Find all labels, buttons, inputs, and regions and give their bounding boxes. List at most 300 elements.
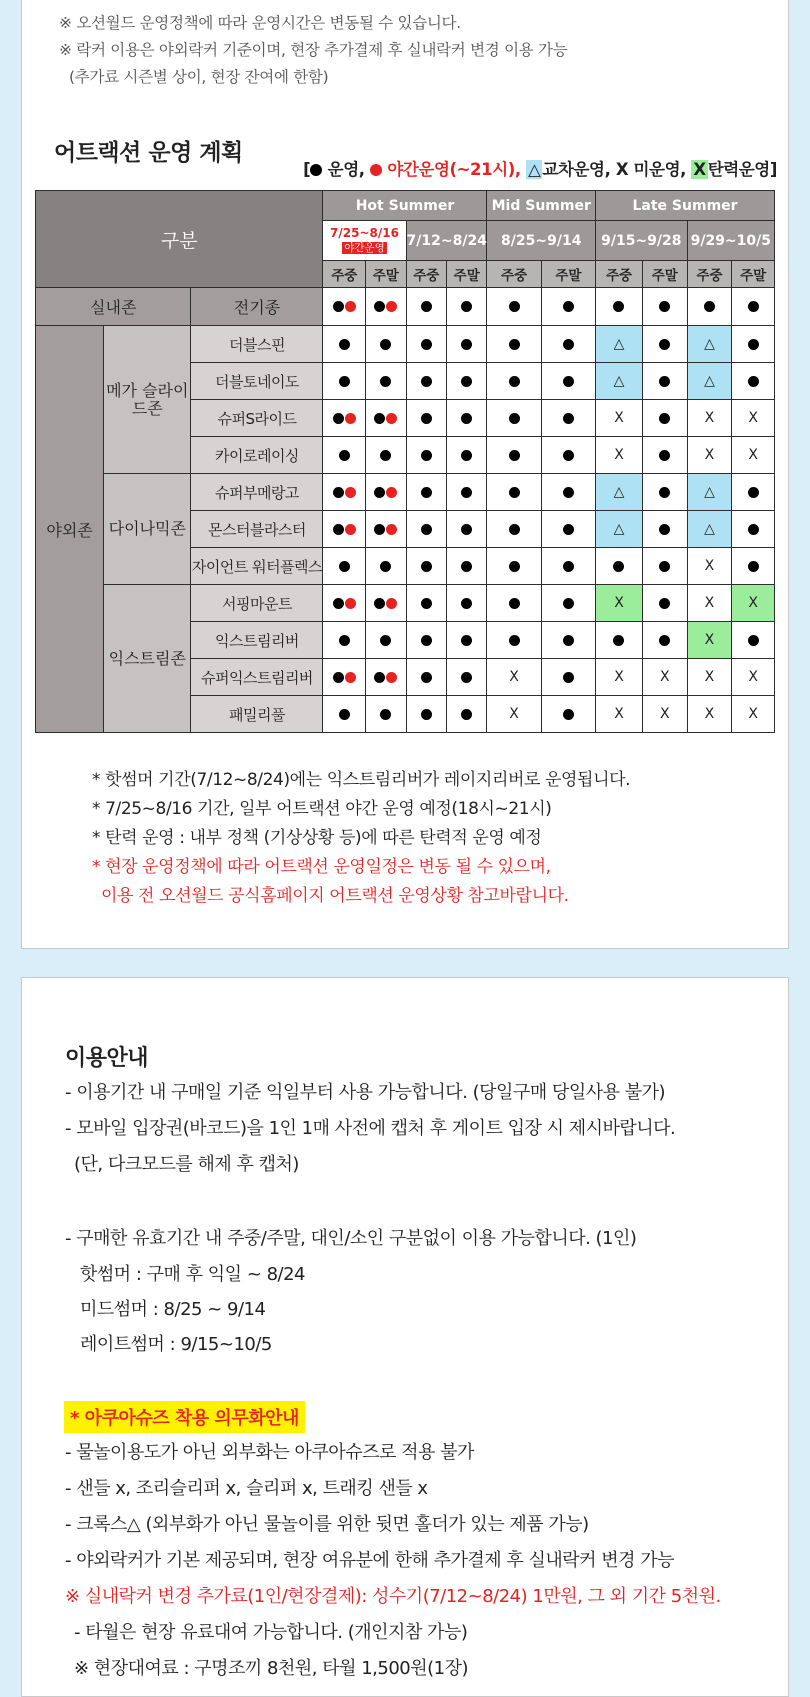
aqua-line-4: - 야외락커가 기본 제공되며, 현장 여유분에 한해 추가결제 후 실내락커 변경 가능 (65, 1550, 675, 1571)
black-dot-icon (421, 635, 432, 646)
red-dot-icon (345, 413, 356, 424)
triangle-icon: △ (704, 521, 715, 537)
ride-name: 몬스터블라스터 (191, 511, 323, 548)
schedule-cell (446, 548, 486, 585)
legend-closed: 미운영, (633, 160, 686, 179)
red-dot-icon (386, 598, 397, 609)
schedule-cell (406, 696, 446, 733)
black-dot-icon (563, 301, 574, 312)
schedule-cell (366, 363, 406, 400)
schedule-cell (406, 659, 446, 696)
schedule-cell (446, 400, 486, 437)
group-extreme: 익스트림존 (104, 585, 191, 733)
schedule-cell (541, 288, 595, 326)
red-dot-icon (386, 524, 397, 535)
black-dot-icon (509, 487, 520, 498)
schedule-cell (487, 622, 541, 659)
black-dot-icon (461, 376, 472, 387)
schedule-cell (732, 400, 775, 437)
attraction-schedule-table (35, 190, 775, 733)
schedule-cell (366, 437, 406, 474)
schedule-cell (323, 363, 366, 400)
schedule-cell (323, 696, 366, 733)
black-dot-icon (421, 524, 432, 535)
black-dot-icon (748, 339, 759, 350)
black-dot-icon (509, 376, 520, 387)
schedule-cell (366, 474, 406, 511)
zone-outdoor: 야외존 (36, 326, 104, 733)
schedule-cell (642, 400, 687, 437)
black-dot-icon (333, 487, 344, 498)
weekend-header: 주말 (366, 261, 406, 288)
black-dot-icon (748, 524, 759, 535)
black-dot-icon (659, 561, 670, 572)
black-dot-icon (339, 376, 350, 387)
x-icon: X (614, 410, 624, 426)
black-dot-icon (659, 635, 670, 646)
schedule-title: 어트랙션 운영 계획 (54, 140, 243, 166)
black-dot-icon (563, 561, 574, 572)
schedule-cell (446, 511, 486, 548)
schedule-cell (323, 659, 366, 696)
legend-alternate: 교차운영, (542, 160, 611, 179)
schedule-cell (487, 585, 541, 622)
black-dot-icon (613, 561, 624, 572)
schedule-cell (406, 326, 446, 363)
schedule-cell (406, 622, 446, 659)
schedule-cell (487, 548, 541, 585)
triangle-icon: △ (613, 521, 625, 537)
schedule-cell (323, 400, 366, 437)
schedule-cell (406, 585, 446, 622)
guide-line-2: - 모바일 입장권(바코드)을 1인 1매 사전에 캡처 후 게이트 입장 시 제시바랍니다. (65, 1118, 676, 1139)
schedule-cell (366, 585, 406, 622)
weekday-header: 주중 (406, 261, 446, 288)
black-dot-icon (374, 524, 385, 535)
black-dot-icon (461, 339, 472, 350)
x-icon: X (704, 447, 715, 463)
schedule-cell (323, 326, 366, 363)
black-dot-icon (563, 487, 574, 498)
schedule-cell (366, 622, 406, 659)
schedule-cell (366, 288, 406, 326)
aqua-line-5: ※ 실내락커 변경 추가료(1인/현장결제): 성수기(7/12~8/24) 1만원, 그 외 기간 5천원. (65, 1586, 721, 1607)
schedule-cell (732, 511, 775, 548)
schedule-cell (687, 363, 732, 400)
black-dot-icon (421, 301, 432, 312)
black-dot-icon (421, 598, 432, 609)
schedule-cell (596, 659, 643, 696)
schedule-cell (541, 548, 595, 585)
black-dot-icon (339, 709, 350, 720)
weekday-header: 주중 (596, 261, 643, 288)
ride-name: 카이로레이싱 (191, 437, 323, 474)
x-icon: X (704, 558, 715, 574)
legend-flex: 탄력운영] (707, 160, 777, 179)
red-dot-icon (386, 672, 397, 683)
black-dot-icon (613, 301, 624, 312)
x-icon: X (748, 410, 758, 426)
black-dot-icon (659, 413, 670, 424)
black-dot-icon (339, 561, 350, 572)
schedule-cell (541, 437, 595, 474)
ride-name: 익스트림리버 (191, 622, 323, 659)
weekend-header: 주말 (446, 261, 486, 288)
schedule-cell (487, 288, 541, 326)
black-dot-icon (421, 672, 432, 683)
red-dot-icon (370, 164, 382, 176)
black-dot-icon (333, 524, 344, 535)
schedule-cell (366, 659, 406, 696)
ride-name: 자이언트 워터플렉스 (191, 548, 323, 585)
x-icon: X (509, 669, 519, 685)
footnote-1: * 핫썸머 기간(7/12~8/24)에는 익스트림리버가 레이지리버로 운영됩니다. (92, 770, 631, 790)
period-late-2: 9/29~10/5 (687, 221, 774, 261)
black-dot-icon (333, 413, 344, 424)
season-mid: Mid Summer (487, 191, 596, 221)
black-dot-icon (339, 450, 350, 461)
schedule-cell (687, 548, 732, 585)
schedule-legend (303, 156, 777, 180)
period-late-1: 9/15~9/28 (596, 221, 688, 261)
weekday-header: 주중 (487, 261, 541, 288)
guide-line-3: (단, 다크모드를 해제 후 캡처) (74, 1154, 299, 1175)
weekend-header: 주말 (541, 261, 595, 288)
note-operating-hours: ※ 오션월드 운영정책에 따라 운영시간은 변동될 수 있습니다. (59, 14, 461, 32)
schedule-cell (596, 363, 643, 400)
aqua-line-6: - 타월은 현장 유료대여 가능합니다. (개인지참 가능) (74, 1622, 468, 1643)
schedule-cell (687, 659, 732, 696)
guide-line-4: - 구매한 유효기간 내 주중/주말, 대인/소인 구분없이 이용 가능합니다. (1인) (65, 1228, 637, 1249)
footnote-4: * 현장 운영정책에 따라 어트랙션 운영일정은 변동 될 수 있으며, (92, 857, 551, 877)
legend-triangle-icon: △ (528, 160, 541, 179)
note-locker-fee: (추가료 시즌별 상이, 현장 잔여에 한함) (69, 68, 329, 86)
black-dot-icon (374, 598, 385, 609)
schedule-cell (541, 622, 595, 659)
black-dot-icon (563, 672, 574, 683)
black-dot-icon (704, 301, 715, 312)
flex-x-icon: X (614, 595, 624, 611)
schedule-cell (487, 511, 541, 548)
ride-name: 전기종 (191, 288, 323, 326)
black-dot-icon (563, 524, 574, 535)
ride-name: 서핑마운트 (191, 585, 323, 622)
schedule-cell (596, 622, 643, 659)
black-dot-icon (659, 376, 670, 387)
weekday-header: 주중 (323, 261, 366, 288)
schedule-cell (642, 326, 687, 363)
triangle-icon: △ (704, 336, 715, 352)
schedule-cell (487, 437, 541, 474)
schedule-cell (596, 585, 643, 622)
black-dot-icon (563, 376, 574, 387)
schedule-cell (323, 585, 366, 622)
schedule-cell (487, 363, 541, 400)
black-dot-icon (509, 635, 520, 646)
footnote-2: * 7/25~8/16 기간, 일부 어트랙션 야간 운영 예정(18시~21시) (92, 799, 552, 819)
schedule-cell (642, 585, 687, 622)
x-icon: X (614, 706, 624, 722)
schedule-cell (642, 696, 687, 733)
schedule-cell (366, 511, 406, 548)
black-dot-icon (509, 413, 520, 424)
aqua-line-1: - 물놀이용도가 아닌 외부화는 아쿠아슈즈로 적용 불가 (65, 1442, 474, 1463)
table-row (36, 474, 775, 511)
schedule-cell (446, 585, 486, 622)
schedule-cell (541, 400, 595, 437)
schedule-cell (687, 288, 732, 326)
schedule-cell (446, 659, 486, 696)
black-dot-icon (374, 672, 385, 683)
black-dot-icon (659, 598, 670, 609)
season-late: Late Summer (596, 191, 775, 221)
black-dot-icon (380, 450, 391, 461)
schedule-cell (687, 696, 732, 733)
schedule-cell (487, 400, 541, 437)
schedule-cell (642, 622, 687, 659)
weekend-header: 주말 (642, 261, 687, 288)
black-dot-icon (421, 376, 432, 387)
night-period-header (323, 221, 406, 261)
black-dot-icon (748, 301, 759, 312)
black-dot-icon (461, 301, 472, 312)
x-icon: X (614, 669, 624, 685)
weekend-header: 주말 (732, 261, 775, 288)
black-dot-icon (748, 561, 759, 572)
black-dot-icon (421, 339, 432, 350)
schedule-cell (732, 437, 775, 474)
guide-line-6: 미드썸머 : 8/25 ~ 9/14 (80, 1299, 266, 1320)
period-mid: 8/25~9/14 (487, 221, 596, 261)
ride-name: 더블스핀 (191, 326, 323, 363)
table-row (36, 288, 775, 326)
schedule-cell (732, 659, 775, 696)
black-dot-icon (748, 635, 759, 646)
ride-name: 더블토네이도 (191, 363, 323, 400)
black-dot-icon (421, 413, 432, 424)
schedule-cell (323, 437, 366, 474)
guide-line-7: 레이트썸머 : 9/15~10/5 (80, 1334, 272, 1355)
black-dot-icon (374, 487, 385, 498)
schedule-cell (687, 474, 732, 511)
schedule-cell (642, 437, 687, 474)
black-dot-icon (509, 339, 520, 350)
schedule-cell (446, 474, 486, 511)
ride-name: 슈퍼익스트림리버 (191, 659, 323, 696)
schedule-cell (487, 326, 541, 363)
schedule-cell (323, 548, 366, 585)
black-dot-icon (374, 413, 385, 424)
schedule-cell (366, 326, 406, 363)
schedule-cell (596, 288, 643, 326)
aqua-line-2: - 샌들 x, 조리슬리퍼 x, 슬리퍼 x, 트래킹 샌들 x (65, 1478, 428, 1499)
red-dot-icon (345, 524, 356, 535)
black-dot-icon (461, 413, 472, 424)
schedule-cell (687, 400, 732, 437)
schedule-cell (642, 288, 687, 326)
x-icon: X (509, 706, 519, 722)
schedule-cell (446, 622, 486, 659)
schedule-cell (487, 696, 541, 733)
legend-run: 운영, (327, 160, 365, 179)
x-icon: X (748, 447, 758, 463)
ride-name: 슈퍼S라이드 (191, 400, 323, 437)
black-dot-icon (563, 413, 574, 424)
black-dot-icon (461, 487, 472, 498)
black-dot-icon (613, 635, 624, 646)
x-icon: X (748, 669, 758, 685)
black-dot-icon (748, 376, 759, 387)
black-dot-icon (461, 524, 472, 535)
table-row (36, 326, 775, 363)
schedule-cell (406, 288, 446, 326)
ride-name: 슈퍼부메랑고 (191, 474, 323, 511)
black-dot-icon (509, 301, 520, 312)
x-icon: X (614, 447, 624, 463)
x-icon: X (704, 595, 715, 611)
triangle-icon: △ (613, 336, 625, 352)
x-icon: X (748, 706, 758, 722)
schedule-cell (541, 511, 595, 548)
schedule-cell (687, 585, 732, 622)
schedule-cell (596, 511, 643, 548)
black-dot-icon (333, 598, 344, 609)
black-dot-icon (563, 450, 574, 461)
ride-name: 패밀리풀 (191, 696, 323, 733)
legend-flex-icon: X (693, 160, 706, 179)
schedule-cell (446, 326, 486, 363)
black-dot-icon (310, 164, 322, 176)
black-dot-icon (509, 450, 520, 461)
schedule-cell (596, 400, 643, 437)
red-dot-icon (345, 598, 356, 609)
legend-night: 야간운영(~21시), (387, 160, 521, 179)
schedule-cell (732, 474, 775, 511)
black-dot-icon (659, 450, 670, 461)
schedule-cell (446, 288, 486, 326)
schedule-cell (487, 474, 541, 511)
schedule-cell (541, 474, 595, 511)
black-dot-icon (421, 709, 432, 720)
schedule-cell (596, 474, 643, 511)
schedule-panel (21, 0, 789, 949)
group-mega-slide: 메가 슬라이드존 (104, 326, 191, 474)
black-dot-icon (659, 524, 670, 535)
legend-bracket: [ (303, 160, 311, 179)
black-dot-icon (563, 709, 574, 720)
black-dot-icon (461, 635, 472, 646)
schedule-cell (732, 326, 775, 363)
night-period-label: 야간운영 (344, 242, 385, 254)
schedule-cell (406, 437, 446, 474)
schedule-cell (642, 548, 687, 585)
red-dot-icon (386, 301, 397, 312)
schedule-cell (541, 659, 595, 696)
schedule-cell (446, 696, 486, 733)
season-hot: Hot Summer (323, 191, 487, 221)
schedule-cell (406, 511, 446, 548)
black-dot-icon (421, 561, 432, 572)
aqua-line-3: - 크록스△ (외부화가 아닌 물놀이를 위한 뒷면 홀더가 있는 제품 가능) (65, 1514, 589, 1535)
schedule-cell (406, 548, 446, 585)
schedule-cell (596, 437, 643, 474)
black-dot-icon (380, 339, 391, 350)
schedule-cell (596, 548, 643, 585)
schedule-cell (406, 363, 446, 400)
x-icon: X (704, 410, 715, 426)
table-corner: 구분 (36, 191, 323, 288)
black-dot-icon (659, 487, 670, 498)
schedule-cell (642, 363, 687, 400)
night-period-dates: 7/25~8/16 (330, 226, 399, 240)
schedule-cell (406, 474, 446, 511)
red-dot-icon (345, 672, 356, 683)
weekday-header: 주중 (687, 261, 732, 288)
black-dot-icon (380, 635, 391, 646)
black-dot-icon (380, 561, 391, 572)
schedule-cell (642, 474, 687, 511)
black-dot-icon (374, 301, 385, 312)
flex-x-icon: X (704, 632, 715, 648)
black-dot-icon (333, 672, 344, 683)
schedule-cell (323, 622, 366, 659)
group-dynamic: 다이나믹존 (104, 474, 191, 585)
schedule-cell (487, 659, 541, 696)
schedule-cell (323, 474, 366, 511)
schedule-cell (732, 696, 775, 733)
schedule-cell (366, 548, 406, 585)
period-hot: 7/12~8/24 (406, 221, 487, 261)
black-dot-icon (339, 635, 350, 646)
aqua-shoes-title: * 아쿠아슈즈 착용 의무화안내 (64, 1401, 305, 1433)
black-dot-icon (461, 598, 472, 609)
red-dot-icon (386, 413, 397, 424)
schedule-cell (732, 585, 775, 622)
schedule-cell (596, 696, 643, 733)
legend-x-icon: X (615, 160, 629, 179)
red-dot-icon (345, 487, 356, 498)
black-dot-icon (421, 450, 432, 461)
schedule-cell (406, 400, 446, 437)
table-row (36, 585, 775, 622)
guide-title: 이용안내 (65, 1046, 149, 1071)
black-dot-icon (659, 339, 670, 350)
red-dot-icon (386, 487, 397, 498)
x-icon: X (659, 706, 670, 722)
black-dot-icon (461, 561, 472, 572)
black-dot-icon (380, 376, 391, 387)
guide-line-5: 핫썸머 : 구매 후 익일 ~ 8/24 (80, 1264, 306, 1285)
zone-indoor: 실내존 (36, 288, 191, 326)
schedule-cell (541, 585, 595, 622)
x-icon: X (659, 669, 670, 685)
black-dot-icon (509, 561, 520, 572)
guide-line-1: - 이용기간 내 구매일 기준 익일부터 사용 가능합니다. (당일구매 당일사용 불가) (65, 1082, 666, 1103)
black-dot-icon (333, 301, 344, 312)
x-icon: X (704, 669, 715, 685)
schedule-cell (323, 288, 366, 326)
note-locker: ※ 락커 이용은 야외락커 기준이며, 현장 추가결제 후 실내락커 변경 이용 가능 (59, 41, 568, 59)
footnote-3: * 탄력 운영 : 내부 정책 (기상상황 등)에 따른 탄력적 운영 예정 (92, 828, 542, 848)
schedule-cell (732, 548, 775, 585)
black-dot-icon (461, 709, 472, 720)
black-dot-icon (461, 672, 472, 683)
black-dot-icon (380, 709, 391, 720)
black-dot-icon (339, 339, 350, 350)
schedule-cell (541, 696, 595, 733)
schedule-cell (366, 696, 406, 733)
black-dot-icon (461, 450, 472, 461)
